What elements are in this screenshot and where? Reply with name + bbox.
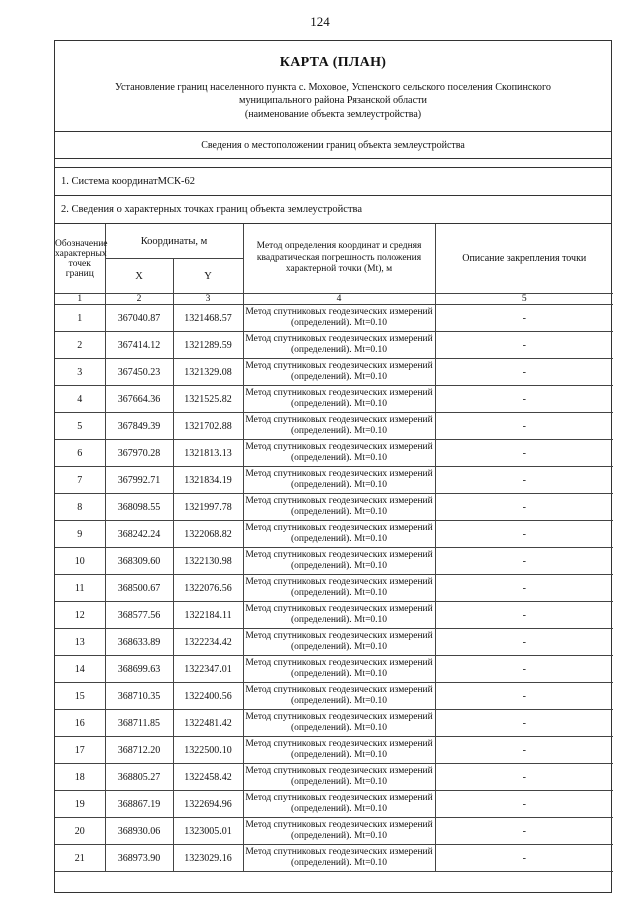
table-row	[55, 683, 613, 710]
coordinate-y: 1323005.01	[173, 818, 243, 845]
point-number: 5	[55, 413, 105, 440]
point-number: 14	[55, 656, 105, 683]
coordinate-x: 368500.67	[105, 575, 173, 602]
coordinate-x: 368098.55	[105, 494, 173, 521]
method-cell: Метод спутниковых геодезических измерений (определений). Mt=0.10	[243, 467, 435, 494]
method-cell: Метод спутниковых геодезических измерений (определений). Mt=0.10	[243, 386, 435, 413]
description-cell: -	[435, 710, 613, 737]
header-description: Описание закрепления точки	[435, 224, 613, 294]
coordinate-x: 367970.28	[105, 440, 173, 467]
coordinate-x: 368867.19	[105, 791, 173, 818]
coordinate-y: 1322458.42	[173, 764, 243, 791]
description-cell: -	[435, 494, 613, 521]
coordinate-x: 368930.06	[105, 818, 173, 845]
table-row	[55, 764, 613, 791]
method-cell: Метод спутниковых геодезических измерений (определений). Mt=0.10	[243, 521, 435, 548]
point-number: 4	[55, 386, 105, 413]
coordinate-y: 1322347.01	[173, 656, 243, 683]
point-number: 20	[55, 818, 105, 845]
description-cell: -	[435, 575, 613, 602]
point-number: 18	[55, 764, 105, 791]
coordinate-y: 1323029.16	[173, 845, 243, 872]
coordinate-x: 368973.90	[105, 845, 173, 872]
points-table-body	[55, 294, 613, 872]
method-cell: Метод спутниковых геодезических измерений (определений). Mt=0.10	[243, 548, 435, 575]
coordinate-y: 1321525.82	[173, 386, 243, 413]
point-number: 15	[55, 683, 105, 710]
description-cell: -	[435, 764, 613, 791]
coordinate-y: 1322130.98	[173, 548, 243, 575]
table-row	[55, 467, 613, 494]
method-cell: Метод спутниковых геодезических измерений (определений). Mt=0.10	[243, 764, 435, 791]
table-row	[55, 845, 613, 872]
column-number: 5	[435, 294, 613, 305]
method-cell: Метод спутниковых геодезических измерений (определений). Mt=0.10	[243, 710, 435, 737]
page-number: 124	[310, 14, 330, 29]
description-cell: -	[435, 629, 613, 656]
table-row	[55, 521, 613, 548]
description-cell: -	[435, 386, 613, 413]
document-header	[55, 41, 611, 132]
method-cell: Метод спутниковых геодезических измерений (определений). Mt=0.10	[243, 602, 435, 629]
coordinate-x: 368699.63	[105, 656, 173, 683]
coordinate-y: 1322694.96	[173, 791, 243, 818]
description-cell: -	[435, 683, 613, 710]
table-row	[55, 791, 613, 818]
description-cell: -	[435, 791, 613, 818]
method-cell: Метод спутниковых геодезических измерений (определений). Mt=0.10	[243, 656, 435, 683]
method-cell: Метод спутниковых геодезических измерений (определений). Mt=0.10	[243, 413, 435, 440]
point-number: 2	[55, 332, 105, 359]
coordinate-x: 368710.35	[105, 683, 173, 710]
description-cell: -	[435, 845, 613, 872]
table-row	[55, 656, 613, 683]
coordinate-x: 367849.39	[105, 413, 173, 440]
object-name: Установление границ населенного пункта с. Моховое, Успенского сельского поселения Скопинского муниципального района Рязанской области	[114, 82, 551, 106]
table-row	[55, 818, 613, 845]
point-number: 17	[55, 737, 105, 764]
description-cell: -	[435, 332, 613, 359]
header-designation: Обозначение характерных точек границ	[55, 224, 105, 294]
object-name-caption: (наименование объекта землеустройства)	[244, 109, 422, 120]
point-number: 9	[55, 521, 105, 548]
point-number: 13	[55, 629, 105, 656]
point-number: 6	[55, 440, 105, 467]
coordinate-x: 368633.89	[105, 629, 173, 656]
table-row	[55, 494, 613, 521]
description-cell: -	[435, 440, 613, 467]
coordinate-x: 367040.87	[105, 305, 173, 332]
column-number: 1	[55, 294, 105, 305]
description-cell: -	[435, 737, 613, 764]
coordinate-x: 367450.23	[105, 359, 173, 386]
table-row	[55, 305, 613, 332]
coordinate-y: 1322184.11	[173, 602, 243, 629]
description-cell: -	[435, 548, 613, 575]
method-cell: Метод спутниковых геодезических измерений (определений). Mt=0.10	[243, 575, 435, 602]
table-row	[55, 710, 613, 737]
header-y: Y	[173, 259, 243, 294]
map-title: КАРТА (ПЛАН)	[279, 55, 387, 70]
coordinate-system: 1. Система координатМСК-62	[55, 168, 611, 196]
column-number: 2	[105, 294, 173, 305]
points-section-title: 2. Сведения о характерных точках границ объекта землеустройства	[55, 196, 611, 224]
method-cell: Метод спутниковых геодезических измерений (определений). Mt=0.10	[243, 737, 435, 764]
method-cell: Метод спутниковых геодезических измерений (определений). Mt=0.10	[243, 440, 435, 467]
coordinate-x: 368712.20	[105, 737, 173, 764]
point-number: 12	[55, 602, 105, 629]
description-cell: -	[435, 413, 613, 440]
header-coordinates: Координаты, м	[105, 224, 243, 259]
coordinate-x: 367664.36	[105, 386, 173, 413]
header-method: Метод определения координат и средняя квадратическая погрешность положения характерной точки (Mt), м	[243, 224, 435, 294]
method-cell: Метод спутниковых геодезических измерений (определений). Mt=0.10	[243, 845, 435, 872]
coordinate-y: 1321329.08	[173, 359, 243, 386]
coordinate-y: 1321997.78	[173, 494, 243, 521]
column-number: 3	[173, 294, 243, 305]
point-number: 21	[55, 845, 105, 872]
point-number: 7	[55, 467, 105, 494]
point-number: 16	[55, 710, 105, 737]
description-cell: -	[435, 818, 613, 845]
coordinate-y: 1321834.19	[173, 467, 243, 494]
points-table	[55, 224, 613, 872]
table-row	[55, 359, 613, 386]
column-number-row	[55, 294, 613, 305]
coordinate-y: 1322076.56	[173, 575, 243, 602]
description-cell: -	[435, 305, 613, 332]
description-cell: -	[435, 359, 613, 386]
document-frame	[54, 40, 612, 893]
coordinate-x: 368242.24	[105, 521, 173, 548]
description-cell: -	[435, 521, 613, 548]
coordinate-y: 1321289.59	[173, 332, 243, 359]
point-number: 8	[55, 494, 105, 521]
table-row	[55, 548, 613, 575]
method-cell: Метод спутниковых геодезических измерений (определений). Mt=0.10	[243, 629, 435, 656]
method-cell: Метод спутниковых геодезических измерений (определений). Mt=0.10	[243, 332, 435, 359]
table-row	[55, 602, 613, 629]
coordinate-y: 1322500.10	[173, 737, 243, 764]
method-cell: Метод спутниковых геодезических измерений (определений). Mt=0.10	[243, 818, 435, 845]
coordinate-x: 368711.85	[105, 710, 173, 737]
table-row	[55, 386, 613, 413]
column-number: 4	[243, 294, 435, 305]
coordinate-x: 367414.12	[105, 332, 173, 359]
coordinate-x: 368805.27	[105, 764, 173, 791]
description-cell: -	[435, 467, 613, 494]
coordinate-y: 1322234.42	[173, 629, 243, 656]
coordinate-y: 1322481.42	[173, 710, 243, 737]
section-title: Сведения о местоположении границ объекта землеустройства	[55, 132, 611, 159]
point-number: 3	[55, 359, 105, 386]
point-number: 1	[55, 305, 105, 332]
method-cell: Метод спутниковых геодезических измерений (определений). Mt=0.10	[243, 683, 435, 710]
coordinate-y: 1321468.57	[173, 305, 243, 332]
point-number: 10	[55, 548, 105, 575]
method-cell: Метод спутниковых геодезических измерений (определений). Mt=0.10	[243, 359, 435, 386]
method-cell: Метод спутниковых геодезических измерений (определений). Mt=0.10	[243, 494, 435, 521]
table-row	[55, 332, 613, 359]
coordinate-y: 1321702.88	[173, 413, 243, 440]
coordinate-y: 1322400.56	[173, 683, 243, 710]
coordinate-x: 367992.71	[105, 467, 173, 494]
table-row	[55, 737, 613, 764]
coordinate-y: 1322068.82	[173, 521, 243, 548]
table-row	[55, 440, 613, 467]
description-cell: -	[435, 602, 613, 629]
coordinate-x: 368309.60	[105, 548, 173, 575]
table-row	[55, 575, 613, 602]
blank-row	[55, 159, 611, 168]
header-x: X	[105, 259, 173, 294]
description-cell: -	[435, 656, 613, 683]
method-cell: Метод спутниковых геодезических измерений (определений). Mt=0.10	[243, 791, 435, 818]
coordinate-x: 368577.56	[105, 602, 173, 629]
table-row	[55, 413, 613, 440]
table-row	[55, 629, 613, 656]
method-cell: Метод спутниковых геодезических измерений (определений). Mt=0.10	[243, 305, 435, 332]
point-number: 19	[55, 791, 105, 818]
coordinate-y: 1321813.13	[173, 440, 243, 467]
point-number: 11	[55, 575, 105, 602]
